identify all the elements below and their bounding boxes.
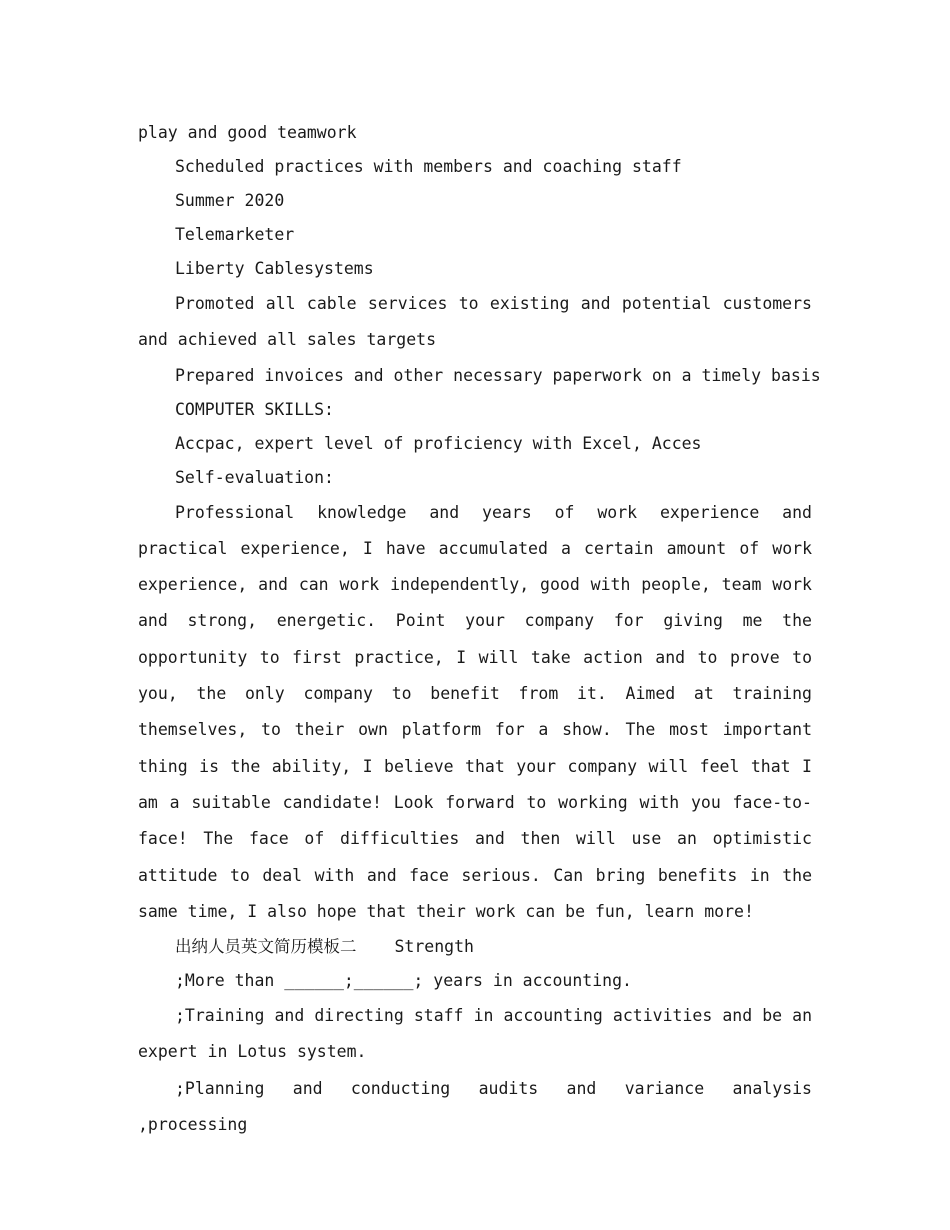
section-heading-self-evaluation: Self-evaluation: xyxy=(175,467,334,487)
text-line: Summer 2020 xyxy=(175,191,285,210)
section-heading-computer-skills: COMPUTER SKILLS: xyxy=(175,399,334,419)
paragraph-cable-services: Promoted all cable services to existing and potential customers and achieved all sales targets xyxy=(138,294,812,350)
text-line: Liberty Cablesystems xyxy=(175,259,374,278)
text-line: ;More than ______;______; years in accounting. xyxy=(175,971,632,991)
heading-strength: Strength xyxy=(394,937,474,957)
heading-chinese: 出纳人员英文简历模板二 xyxy=(175,937,357,957)
paragraph-planning: ;Planning and conducting audits and variance analysis ,processing xyxy=(138,1078,812,1135)
document-page xyxy=(138,116,821,1143)
paragraph-self-evaluation: Professional knowledge and years of work experience and practical experience, I have accumulated a certain amount of work experience, and can work independently, good with people, team work and strong, energetic. Point your company for giving me the opportunity to first practice, I will take action and to prove to you, the only company to benefit from it. Aimed at training themselves, to their own platform for a show. The most important thing is the ability, I believe that your company will feel that I am a suitable candidate! Look forward to working with you face-to-face! The face of difficulties and then will use an optimistic attitude to deal with and face serious. Can bring benefits in the same time, I also hope that their work can be fun, learn more! xyxy=(138,502,812,921)
section-heading-template-two xyxy=(138,930,812,964)
text-line: Accpac, expert level of proficiency with Excel, Acces xyxy=(175,433,702,453)
text-line: Telemarketer xyxy=(175,225,295,244)
paragraph-training: ;Training and directing staff in accounting activities and be an expert in Lotus system. xyxy=(138,1006,812,1062)
text-line: Scheduled practices with members and coaching staff xyxy=(175,157,682,176)
text-line: play and good teamwork xyxy=(138,123,357,142)
text-line: Prepared invoices and other necessary paperwork on a timely basis xyxy=(175,365,821,385)
